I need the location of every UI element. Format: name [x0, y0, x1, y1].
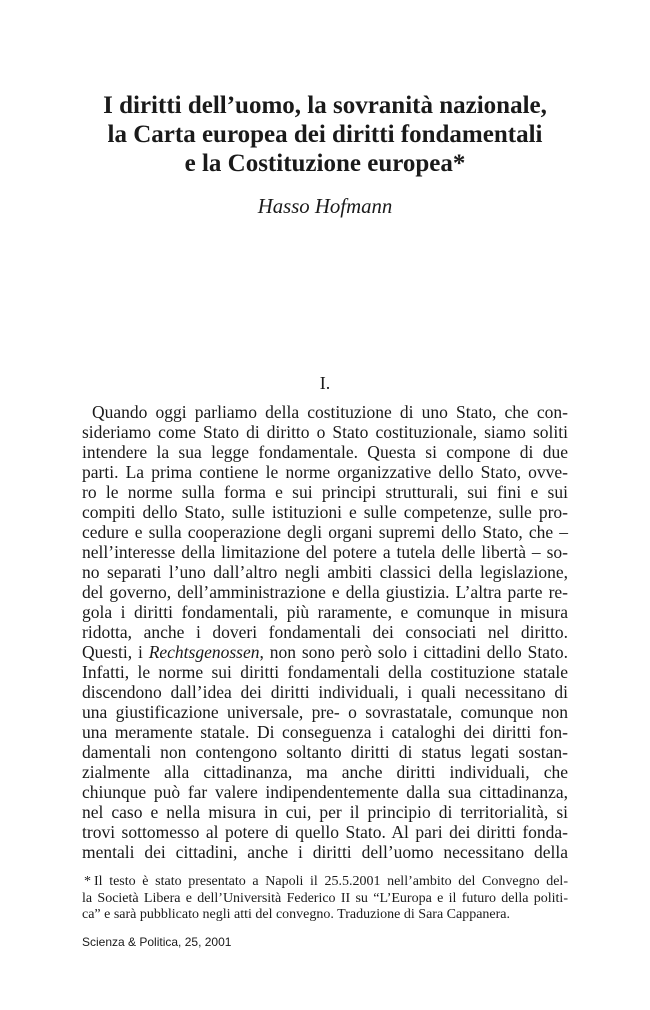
body-line: Quando oggi parliamo della costituzione di uno Stato, che con-: [92, 402, 568, 422]
footnote-text: Il testo è stato presentato a Napoli il 25.5.2001 nell’ambito del Convegno del-: [94, 874, 568, 889]
body-line: chiunque può far valere indipendentemente dalla sua cittadinanza,: [82, 782, 568, 802]
body-line: del governo, dell’amministrazione e della giustizia. L’altra parte re-: [82, 582, 568, 602]
body-line: parti. La prima contiene le norme organizzative dello Stato, ovve-: [82, 462, 568, 482]
title-line: I diritti dell’uomo, la sovranità nazionale,: [103, 92, 547, 119]
running-footer: Scienza & Politica, 25, 2001: [82, 935, 232, 949]
section-heading: I.: [319, 373, 331, 393]
body-line: sideriamo come Stato di diritto o Stato costituzionale, siamo soliti: [82, 422, 568, 442]
title-line: la Carta europea dei diritti fondamentali: [107, 121, 543, 148]
body-line-text: , non sono però solo i cittadini dello Stato.: [259, 642, 568, 662]
body-line: Infatti, le norme sui diritti fondamentali della costituzione statale: [82, 662, 568, 682]
body-line: ridotta, anche i doveri fondamentali dei consociati nel diritto.: [82, 622, 568, 642]
body-line: trovi sottomesso al potere di quello Stato. Al pari dei diritti fonda-: [82, 822, 568, 842]
footnote-reference: *: [452, 150, 466, 177]
title-line-text: e la Costituzione europea: [184, 150, 453, 177]
body-line: gola i diritti fondamentali, più raramente, e comunque in misura: [82, 602, 568, 622]
body-line: cedure e sulla cooperazione degli organi supremi dello Stato, che –: [82, 522, 568, 542]
body-line: [82, 642, 568, 662]
title-line: [0, 149, 650, 178]
footnote-marker: *: [84, 874, 91, 889]
body-line: intendere la sua legge fondamentale. Questa si compone di due: [82, 442, 568, 462]
body-line: discendono dall’idea dei diritti individuali, i quali necessitano di: [82, 682, 568, 702]
author-name: Hasso Hofmann: [257, 195, 393, 218]
body-line: una meramente statale. Di conseguenza i cataloghi dei diritti fon-: [82, 722, 568, 742]
body-line: compiti dello Stato, sulle istituzioni e sulle competenze, sulle pro-: [82, 502, 568, 522]
italic-term: Rechtsgenossen: [148, 642, 260, 662]
body-line: ro le norme sulla forma e sui principi strutturali, sui fini e sui: [82, 482, 568, 502]
body-line: zialmente alla cittadinanza, ma anche diritti individuali, che: [82, 762, 568, 782]
body-line: una giustificazione universale, pre- o sovrastatale, comunque non: [82, 702, 568, 722]
article-title: [0, 91, 650, 178]
body-paragraph: [82, 402, 568, 862]
body-line: nell’interesse della limitazione del potere a tutela delle libertà – so-: [82, 542, 568, 562]
body-line-text: Questi, i: [82, 642, 149, 662]
body-line: damentali non contengono soltanto diritti di status legati sostan-: [82, 742, 568, 762]
body-line: no separati l’uno dall’altro negli ambiti classici della legislazione,: [82, 562, 568, 582]
footnote-line: [82, 874, 568, 891]
body-line: nel caso e nella misura in cui, per il principio di territorialità, si: [82, 802, 568, 822]
footnote: [82, 874, 568, 924]
footnote-line: ca” e sarà pubblicato negli atti del convegno. Traduzione di Sara Cappanera.: [82, 907, 511, 922]
body-line: mentali dei cittadini, anche i diritti dell’uomo necessitano della: [82, 842, 568, 862]
footnote-line: la Società Libera e dell’Università Federico II su “L’Europa e il futuro della politi-: [82, 890, 568, 906]
